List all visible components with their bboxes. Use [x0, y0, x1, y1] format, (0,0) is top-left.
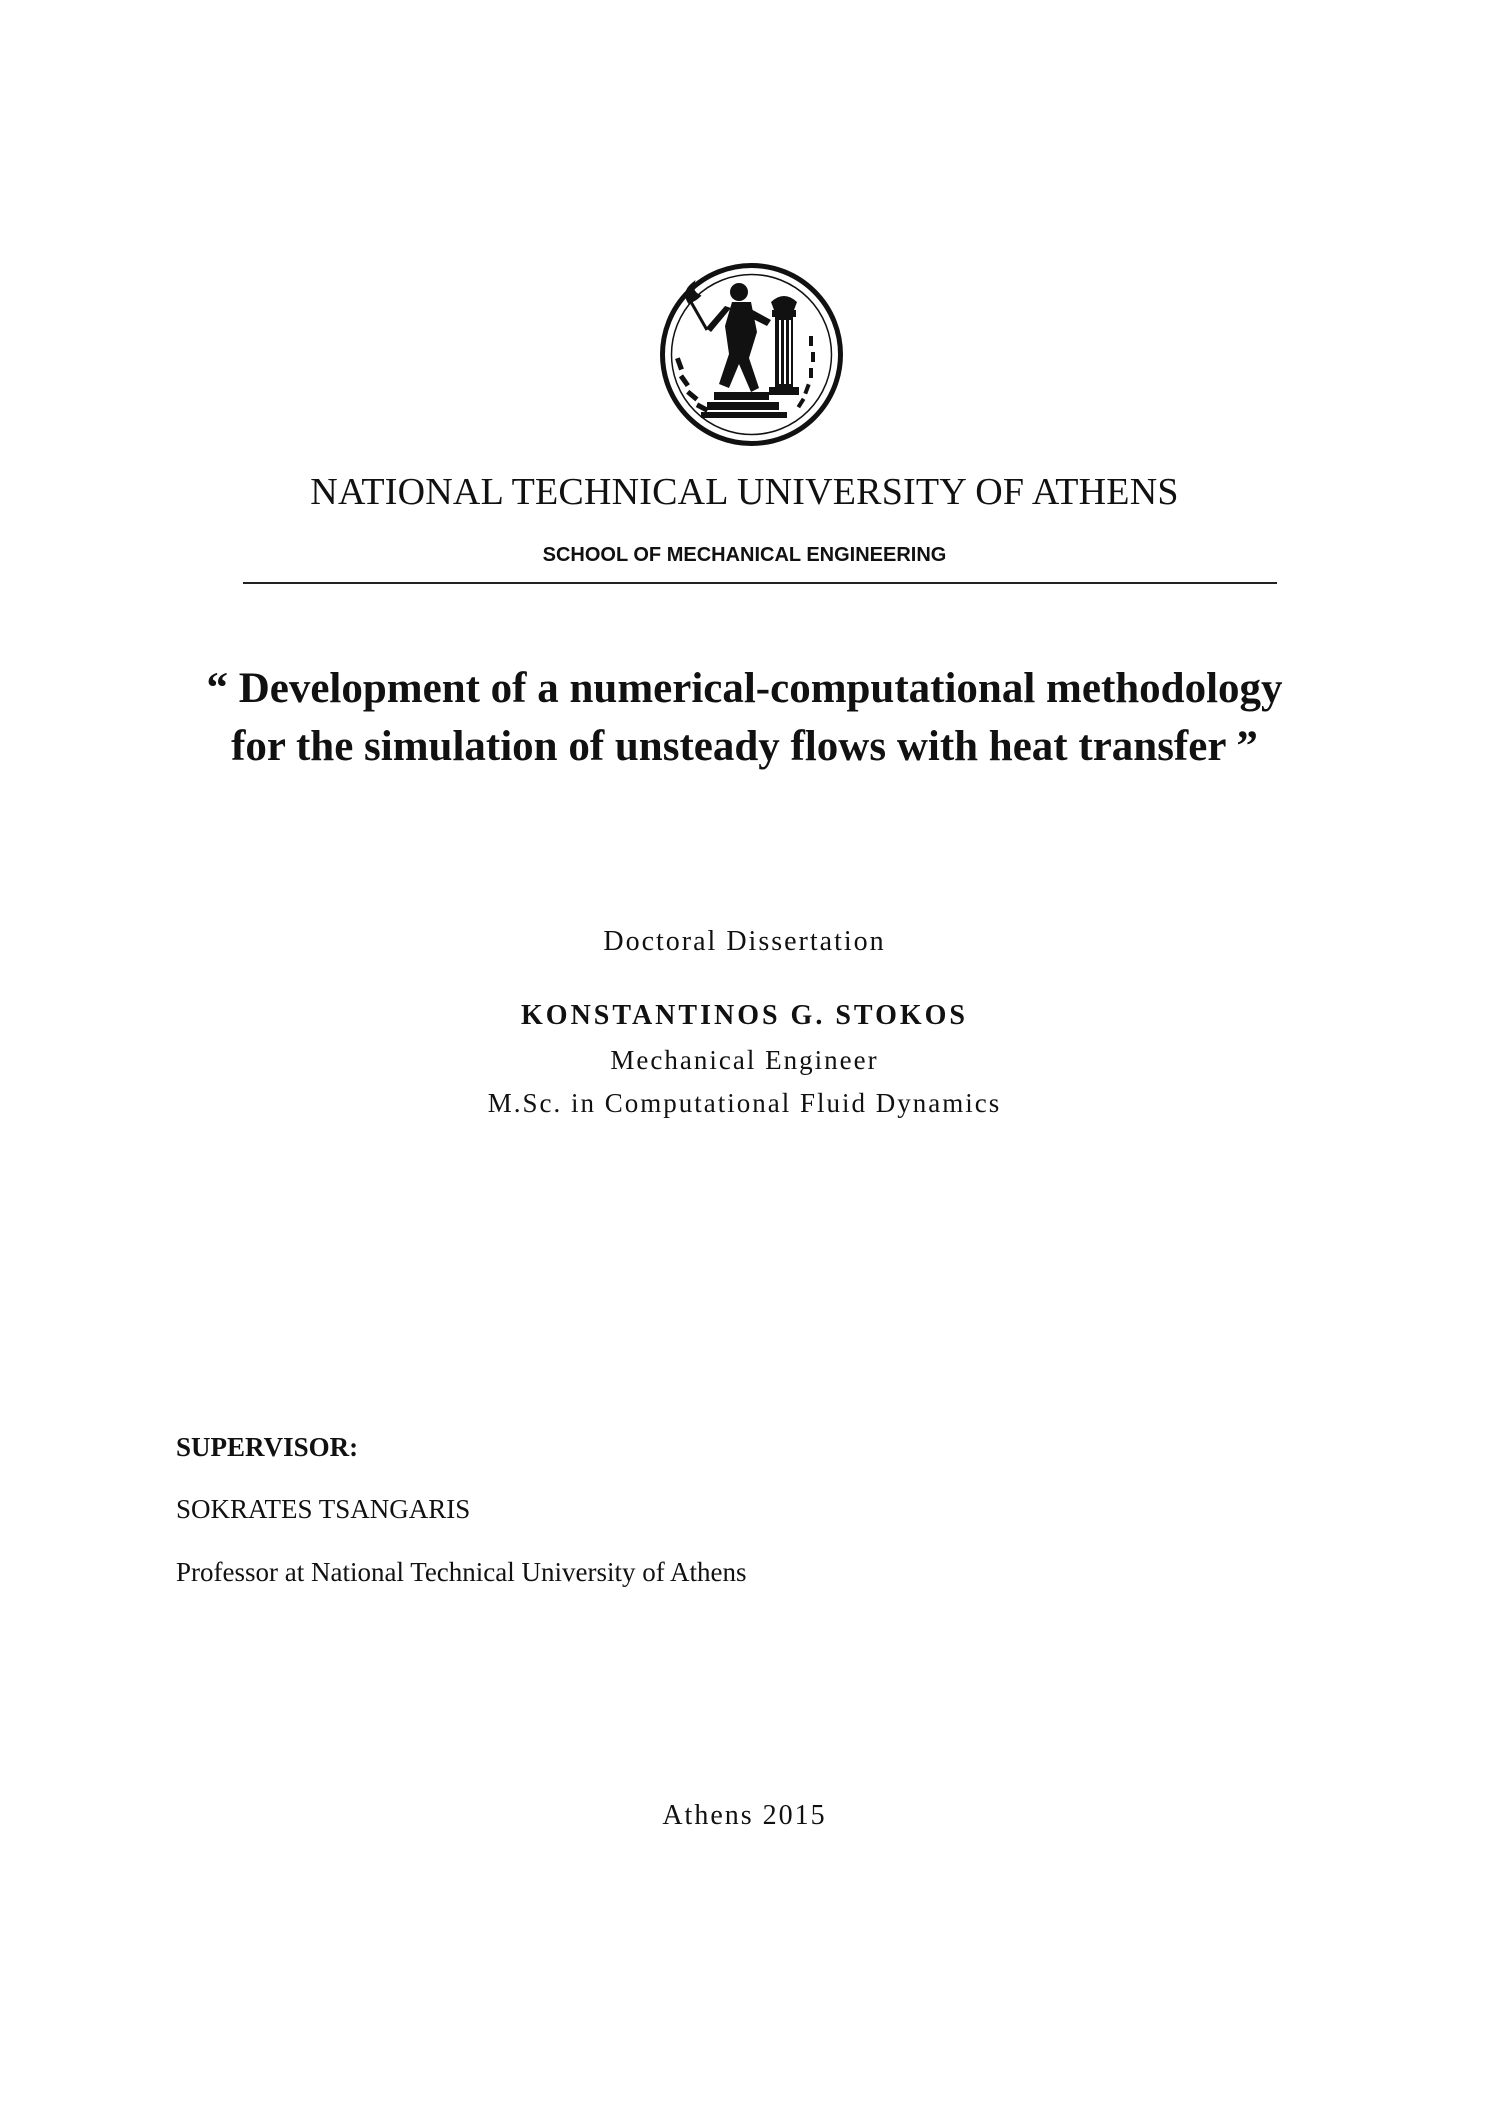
school-name: SCHOOL OF MECHANICAL ENGINEERING	[542, 544, 947, 566]
supervisor-title: Professor at National Technical University of Athens	[176, 1557, 747, 1587]
document-type: Doctoral Dissertation	[603, 926, 886, 957]
author-name: KONSTANTINOS G. STOKOS	[521, 1000, 968, 1031]
university-name: NATIONAL TECHNICAL UNIVERSITY OF ATHENS	[310, 471, 1179, 513]
supervisor-label: SUPERVISOR:	[176, 1432, 359, 1462]
dissertation-title-line-1: “ Development of a numerical-computational methodology	[206, 665, 1283, 712]
university-seal-icon	[659, 262, 844, 447]
header-divider	[243, 582, 1277, 584]
dissertation-title-line-2: for the simulation of unsteady flows with heat transfer ”	[231, 723, 1258, 770]
author-qualification-1: Mechanical Engineer	[610, 1045, 879, 1075]
place-and-year: Athens 2015	[662, 1800, 827, 1831]
supervisor-name: SOKRATES TSANGARIS	[176, 1494, 471, 1524]
dissertation-title	[0, 660, 1489, 776]
author-qualification-2: M.Sc. in Computational Fluid Dynamics	[487, 1088, 1002, 1118]
